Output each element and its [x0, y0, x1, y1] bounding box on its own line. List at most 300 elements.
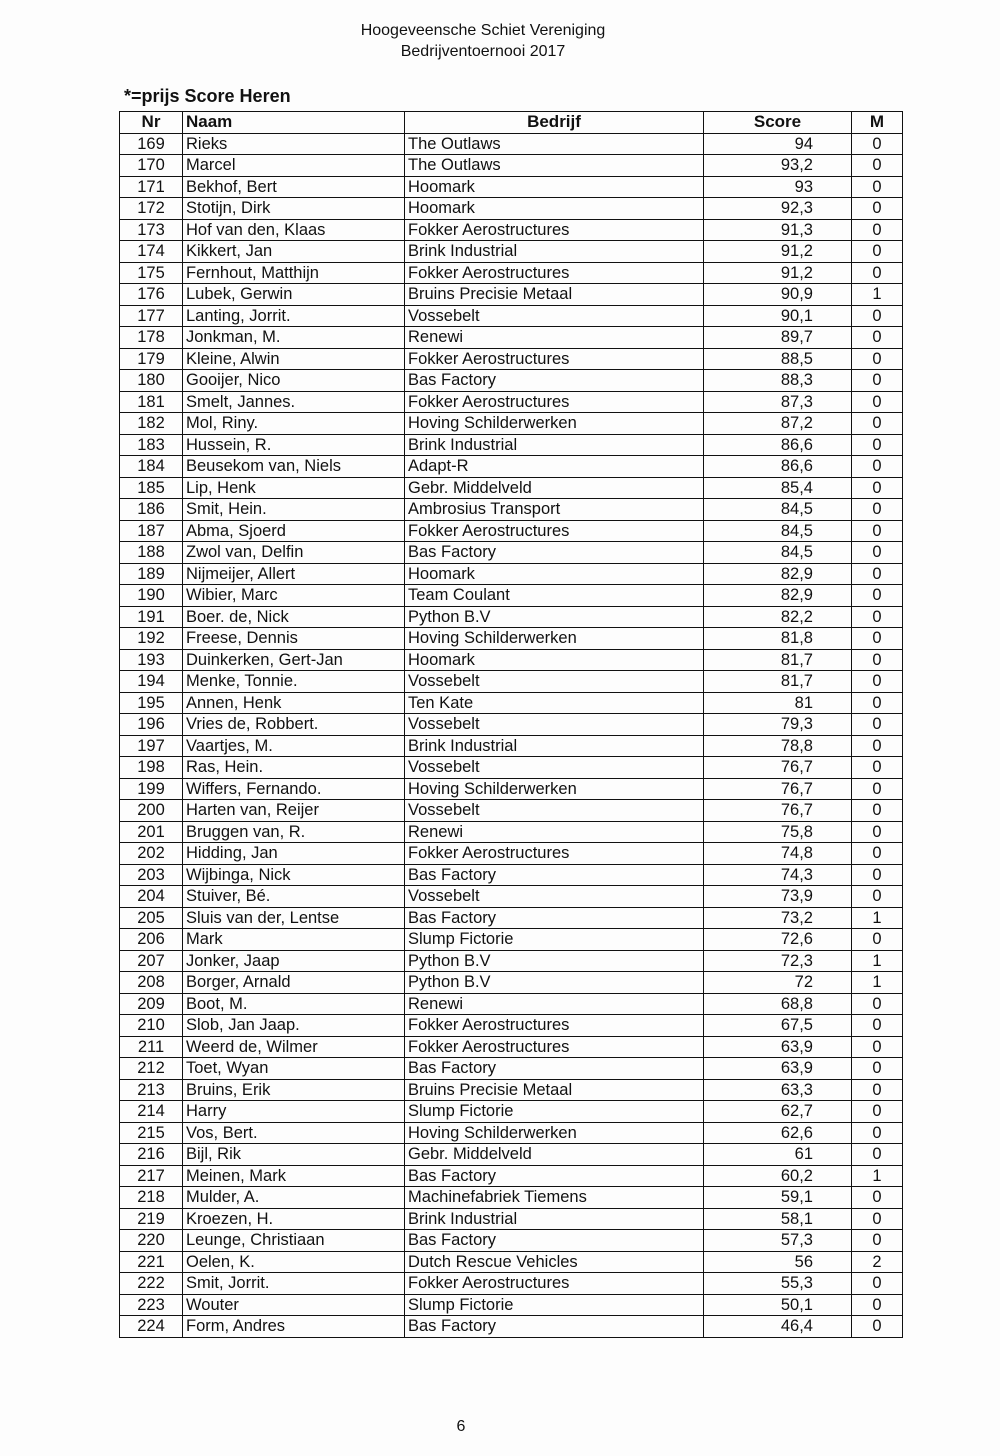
table-row [120, 219, 903, 241]
cell-m: 0 [852, 1058, 903, 1080]
cell-bedrijf: Renewi [405, 821, 704, 843]
cell-nr: 170 [120, 155, 183, 177]
table-row [120, 993, 903, 1015]
cell-naam: Nijmeijer, Allert [183, 563, 405, 585]
cell-m: 1 [852, 907, 903, 929]
table-header-row [120, 112, 903, 134]
cell-naam: Bijl, Rik [183, 1144, 405, 1166]
cell-bedrijf: Fokker Aerostructures [405, 843, 704, 865]
cell-bedrijf: Vossebelt [405, 305, 704, 327]
cell-naam: Marcel [183, 155, 405, 177]
cell-nr: 188 [120, 542, 183, 564]
cell-nr: 195 [120, 692, 183, 714]
cell-m: 0 [852, 1122, 903, 1144]
cell-nr: 193 [120, 649, 183, 671]
cell-m: 0 [852, 327, 903, 349]
cell-m: 0 [852, 692, 903, 714]
cell-score: 86,6 [704, 456, 852, 478]
cell-score: 82,9 [704, 585, 852, 607]
cell-score: 60,2 [704, 1165, 852, 1187]
cell-naam: Vos, Bert. [183, 1122, 405, 1144]
table-row [120, 714, 903, 736]
cell-m: 0 [852, 993, 903, 1015]
cell-score: 56 [704, 1251, 852, 1273]
table-row [120, 1101, 903, 1123]
cell-m: 0 [852, 477, 903, 499]
cell-bedrijf: Bas Factory [405, 1165, 704, 1187]
cell-bedrijf: Vossebelt [405, 714, 704, 736]
cell-bedrijf: Renewi [405, 327, 704, 349]
cell-nr: 176 [120, 284, 183, 306]
cell-naam: Form, Andres [183, 1316, 405, 1338]
cell-score: 81,7 [704, 671, 852, 693]
cell-score: 63,9 [704, 1036, 852, 1058]
cell-m: 1 [852, 950, 903, 972]
cell-naam: Borger, Arnald [183, 972, 405, 994]
cell-nr: 169 [120, 133, 183, 155]
table-row [120, 1015, 903, 1037]
cell-score: 91,2 [704, 262, 852, 284]
cell-nr: 201 [120, 821, 183, 843]
table-row [120, 1144, 903, 1166]
cell-score: 81 [704, 692, 852, 714]
cell-naam: Kikkert, Jan [183, 241, 405, 263]
cell-score: 84,5 [704, 520, 852, 542]
cell-bedrijf: Gebr. Middelveld [405, 477, 704, 499]
table-row [120, 434, 903, 456]
cell-bedrijf: Hoomark [405, 563, 704, 585]
page-number: 6 [456, 1418, 466, 1435]
cell-nr: 171 [120, 176, 183, 198]
cell-nr: 222 [120, 1273, 183, 1295]
table-row [120, 671, 903, 693]
document-title: Hoogeveensche Schiet Vereniging [360, 22, 606, 39]
cell-nr: 182 [120, 413, 183, 435]
table-row [120, 305, 903, 327]
table-row [120, 241, 903, 263]
cell-nr: 190 [120, 585, 183, 607]
cell-naam: Freese, Dennis [183, 628, 405, 650]
cell-m: 0 [852, 671, 903, 693]
table-row [120, 284, 903, 306]
table-row [120, 972, 903, 994]
cell-m: 0 [852, 542, 903, 564]
cell-bedrijf: Fokker Aerostructures [405, 1036, 704, 1058]
table-row [120, 176, 903, 198]
table-row [120, 391, 903, 413]
cell-nr: 175 [120, 262, 183, 284]
cell-bedrijf: Brink Industrial [405, 1208, 704, 1230]
cell-naam: Bekhof, Bert [183, 176, 405, 198]
cell-score: 82,2 [704, 606, 852, 628]
cell-nr: 213 [120, 1079, 183, 1101]
document-header [0, 20, 966, 62]
cell-score: 63,3 [704, 1079, 852, 1101]
cell-bedrijf: Vossebelt [405, 886, 704, 908]
column-header-m: M [852, 112, 903, 134]
cell-nr: 223 [120, 1294, 183, 1316]
cell-naam: Boer. de, Nick [183, 606, 405, 628]
cell-bedrijf: Bas Factory [405, 370, 704, 392]
cell-bedrijf: The Outlaws [405, 133, 704, 155]
cell-bedrijf: Team Coulant [405, 585, 704, 607]
cell-naam: Kroezen, H. [183, 1208, 405, 1230]
table-row [120, 628, 903, 650]
cell-naam: Lip, Henk [183, 477, 405, 499]
cell-bedrijf: Bruins Precisie Metaal [405, 284, 704, 306]
column-header-nr: Nr [120, 112, 183, 134]
table-row [120, 520, 903, 542]
table-row [120, 1230, 903, 1252]
cell-m: 0 [852, 821, 903, 843]
column-header-score: Score [704, 112, 852, 134]
table-row [120, 649, 903, 671]
cell-nr: 184 [120, 456, 183, 478]
cell-bedrijf: Vossebelt [405, 757, 704, 779]
cell-m: 0 [852, 305, 903, 327]
table-body [120, 133, 903, 1337]
cell-bedrijf: Python B.V [405, 972, 704, 994]
cell-nr: 202 [120, 843, 183, 865]
cell-score: 50,1 [704, 1294, 852, 1316]
cell-bedrijf: Renewi [405, 993, 704, 1015]
cell-naam: Zwol van, Delfin [183, 542, 405, 564]
cell-nr: 208 [120, 972, 183, 994]
cell-bedrijf: Fokker Aerostructures [405, 1015, 704, 1037]
cell-score: 73,2 [704, 907, 852, 929]
cell-score: 62,6 [704, 1122, 852, 1144]
cell-score: 92,3 [704, 198, 852, 220]
table-row [120, 1058, 903, 1080]
cell-bedrijf: Bas Factory [405, 1316, 704, 1338]
cell-m: 0 [852, 1230, 903, 1252]
cell-m: 0 [852, 563, 903, 585]
cell-nr: 178 [120, 327, 183, 349]
cell-score: 89,7 [704, 327, 852, 349]
cell-m: 0 [852, 1015, 903, 1037]
cell-bedrijf: Ten Kate [405, 692, 704, 714]
cell-m: 0 [852, 1144, 903, 1166]
cell-naam: Abma, Sjoerd [183, 520, 405, 542]
table-row [120, 542, 903, 564]
cell-bedrijf: Adapt-R [405, 456, 704, 478]
cell-bedrijf: Fokker Aerostructures [405, 348, 704, 370]
cell-naam: Menke, Tonnie. [183, 671, 405, 693]
cell-nr: 187 [120, 520, 183, 542]
cell-bedrijf: Python B.V [405, 606, 704, 628]
cell-score: 61 [704, 1144, 852, 1166]
cell-m: 0 [852, 585, 903, 607]
cell-nr: 211 [120, 1036, 183, 1058]
cell-naam: Wiffers, Fernando. [183, 778, 405, 800]
table-row [120, 262, 903, 284]
table-row [120, 585, 903, 607]
cell-score: 91,2 [704, 241, 852, 263]
cell-naam: Bruins, Erik [183, 1079, 405, 1101]
cell-bedrijf: Machinefabriek Tiemens [405, 1187, 704, 1209]
cell-naam: Wijbinga, Nick [183, 864, 405, 886]
cell-nr: 186 [120, 499, 183, 521]
cell-naam: Vries de, Robbert. [183, 714, 405, 736]
cell-score: 62,7 [704, 1101, 852, 1123]
table-row [120, 1036, 903, 1058]
cell-nr: 177 [120, 305, 183, 327]
cell-m: 0 [852, 434, 903, 456]
cell-nr: 189 [120, 563, 183, 585]
cell-nr: 197 [120, 735, 183, 757]
cell-score: 74,3 [704, 864, 852, 886]
cell-bedrijf: Fokker Aerostructures [405, 1273, 704, 1295]
cell-bedrijf: Bruins Precisie Metaal [405, 1079, 704, 1101]
table-row [120, 133, 903, 155]
cell-nr: 216 [120, 1144, 183, 1166]
cell-score: 81,7 [704, 649, 852, 671]
cell-score: 72 [704, 972, 852, 994]
cell-bedrijf: Bas Factory [405, 1230, 704, 1252]
cell-score: 87,2 [704, 413, 852, 435]
cell-bedrijf: Brink Industrial [405, 735, 704, 757]
cell-bedrijf: Bas Factory [405, 542, 704, 564]
cell-m: 0 [852, 1101, 903, 1123]
cell-nr: 191 [120, 606, 183, 628]
cell-bedrijf: Ambrosius Transport [405, 499, 704, 521]
cell-score: 90,1 [704, 305, 852, 327]
cell-m: 0 [852, 155, 903, 177]
cell-bedrijf: Hoving Schilderwerken [405, 1122, 704, 1144]
cell-score: 90,9 [704, 284, 852, 306]
cell-nr: 219 [120, 1208, 183, 1230]
cell-nr: 183 [120, 434, 183, 456]
cell-nr: 192 [120, 628, 183, 650]
cell-nr: 174 [120, 241, 183, 263]
cell-score: 76,7 [704, 800, 852, 822]
cell-score: 93,2 [704, 155, 852, 177]
cell-naam: Sluis van der, Lentse [183, 907, 405, 929]
cell-bedrijf: Dutch Rescue Vehicles [405, 1251, 704, 1273]
table-row [120, 735, 903, 757]
cell-naam: Vaartjes, M. [183, 735, 405, 757]
cell-bedrijf: Hoomark [405, 649, 704, 671]
cell-naam: Mark [183, 929, 405, 951]
cell-score: 76,7 [704, 757, 852, 779]
cell-naam: Jonker, Jaap [183, 950, 405, 972]
cell-naam: Duinkerken, Gert-Jan [183, 649, 405, 671]
cell-m: 0 [852, 735, 903, 757]
cell-m: 0 [852, 262, 903, 284]
cell-bedrijf: Bas Factory [405, 864, 704, 886]
cell-naam: Hussein, R. [183, 434, 405, 456]
cell-naam: Wouter [183, 1294, 405, 1316]
cell-score: 46,4 [704, 1316, 852, 1338]
cell-m: 0 [852, 1208, 903, 1230]
cell-score: 72,6 [704, 929, 852, 951]
cell-bedrijf: Fokker Aerostructures [405, 262, 704, 284]
cell-nr: 214 [120, 1101, 183, 1123]
document-subtitle: Bedrijventoernooi 2017 [400, 43, 566, 60]
table-row [120, 692, 903, 714]
column-header-bedrijf: Bedrijf [405, 112, 704, 134]
table-row [120, 1122, 903, 1144]
cell-bedrijf: Brink Industrial [405, 241, 704, 263]
cell-score: 55,3 [704, 1273, 852, 1295]
cell-score: 88,5 [704, 348, 852, 370]
cell-m: 0 [852, 864, 903, 886]
cell-nr: 218 [120, 1187, 183, 1209]
cell-m: 0 [852, 348, 903, 370]
cell-bedrijf: Python B.V [405, 950, 704, 972]
table-row [120, 757, 903, 779]
cell-m: 0 [852, 241, 903, 263]
table-row [120, 886, 903, 908]
cell-naam: Jonkman, M. [183, 327, 405, 349]
cell-nr: 198 [120, 757, 183, 779]
cell-m: 0 [852, 198, 903, 220]
cell-m: 0 [852, 520, 903, 542]
cell-nr: 207 [120, 950, 183, 972]
cell-naam: Leunge, Christiaan [183, 1230, 405, 1252]
table-row [120, 1208, 903, 1230]
table-row [120, 864, 903, 886]
cell-nr: 224 [120, 1316, 183, 1338]
cell-score: 87,3 [704, 391, 852, 413]
cell-naam: Bruggen van, R. [183, 821, 405, 843]
cell-naam: Smit, Jorrit. [183, 1273, 405, 1295]
cell-naam: Kleine, Alwin [183, 348, 405, 370]
table-row [120, 198, 903, 220]
table-row [120, 1187, 903, 1209]
cell-m: 0 [852, 370, 903, 392]
cell-naam: Rieks [183, 133, 405, 155]
cell-m: 0 [852, 1187, 903, 1209]
cell-m: 0 [852, 1079, 903, 1101]
cell-bedrijf: Hoving Schilderwerken [405, 778, 704, 800]
table-row [120, 1079, 903, 1101]
cell-m: 0 [852, 413, 903, 435]
cell-naam: Hof van den, Klaas [183, 219, 405, 241]
cell-bedrijf: Fokker Aerostructures [405, 391, 704, 413]
cell-bedrijf: Brink Industrial [405, 434, 704, 456]
cell-m: 0 [852, 843, 903, 865]
cell-nr: 173 [120, 219, 183, 241]
cell-m: 0 [852, 1316, 903, 1338]
cell-nr: 200 [120, 800, 183, 822]
cell-bedrijf: Fokker Aerostructures [405, 520, 704, 542]
cell-naam: Hidding, Jan [183, 843, 405, 865]
cell-m: 0 [852, 606, 903, 628]
cell-naam: Weerd de, Wilmer [183, 1036, 405, 1058]
cell-m: 0 [852, 714, 903, 736]
cell-score: 81,8 [704, 628, 852, 650]
cell-score: 76,7 [704, 778, 852, 800]
table-row [120, 370, 903, 392]
cell-naam: Mol, Riny. [183, 413, 405, 435]
table-row [120, 1273, 903, 1295]
section-label: *=prijs Score Heren [124, 86, 291, 106]
cell-score: 93 [704, 176, 852, 198]
cell-bedrijf: Slump Fictorie [405, 1294, 704, 1316]
cell-nr: 181 [120, 391, 183, 413]
cell-naam: Beusekom van, Niels [183, 456, 405, 478]
cell-m: 0 [852, 499, 903, 521]
cell-m: 0 [852, 456, 903, 478]
cell-score: 79,3 [704, 714, 852, 736]
cell-nr: 194 [120, 671, 183, 693]
cell-nr: 215 [120, 1122, 183, 1144]
cell-naam: Lanting, Jorrit. [183, 305, 405, 327]
cell-bedrijf: Vossebelt [405, 800, 704, 822]
table-row [120, 843, 903, 865]
cell-score: 74,8 [704, 843, 852, 865]
cell-score: 58,1 [704, 1208, 852, 1230]
cell-nr: 185 [120, 477, 183, 499]
table-row [120, 1316, 903, 1338]
cell-score: 86,6 [704, 434, 852, 456]
cell-score: 75,8 [704, 821, 852, 843]
cell-bedrijf: Fokker Aerostructures [405, 219, 704, 241]
cell-m: 1 [852, 284, 903, 306]
cell-score: 88,3 [704, 370, 852, 392]
table-row [120, 327, 903, 349]
cell-naam: Stotijn, Dirk [183, 198, 405, 220]
cell-score: 68,8 [704, 993, 852, 1015]
cell-bedrijf: Hoomark [405, 198, 704, 220]
cell-naam: Fernhout, Matthijn [183, 262, 405, 284]
column-header-naam: Naam [183, 112, 405, 134]
cell-bedrijf: Gebr. Middelveld [405, 1144, 704, 1166]
cell-score: 84,5 [704, 542, 852, 564]
cell-nr: 210 [120, 1015, 183, 1037]
cell-score: 94 [704, 133, 852, 155]
cell-m: 2 [852, 1251, 903, 1273]
cell-naam: Toet, Wyan [183, 1058, 405, 1080]
cell-nr: 204 [120, 886, 183, 908]
cell-nr: 180 [120, 370, 183, 392]
cell-bedrijf: The Outlaws [405, 155, 704, 177]
cell-nr: 172 [120, 198, 183, 220]
table-row [120, 1165, 903, 1187]
score-table [119, 111, 903, 1338]
cell-nr: 217 [120, 1165, 183, 1187]
cell-m: 0 [852, 649, 903, 671]
cell-m: 0 [852, 1294, 903, 1316]
table-row [120, 950, 903, 972]
cell-m: 0 [852, 1273, 903, 1295]
cell-m: 0 [852, 778, 903, 800]
cell-naam: Smit, Hein. [183, 499, 405, 521]
cell-score: 57,3 [704, 1230, 852, 1252]
cell-nr: 179 [120, 348, 183, 370]
cell-nr: 199 [120, 778, 183, 800]
cell-nr: 203 [120, 864, 183, 886]
table-row [120, 1294, 903, 1316]
cell-m: 0 [852, 800, 903, 822]
cell-m: 0 [852, 176, 903, 198]
table-row [120, 155, 903, 177]
cell-m: 1 [852, 1165, 903, 1187]
cell-bedrijf: Bas Factory [405, 1058, 704, 1080]
cell-score: 72,3 [704, 950, 852, 972]
cell-naam: Wibier, Marc [183, 585, 405, 607]
cell-naam: Boot, M. [183, 993, 405, 1015]
cell-nr: 220 [120, 1230, 183, 1252]
table-row [120, 456, 903, 478]
cell-naam: Meinen, Mark [183, 1165, 405, 1187]
cell-nr: 221 [120, 1251, 183, 1273]
cell-naam: Harry [183, 1101, 405, 1123]
cell-m: 0 [852, 391, 903, 413]
cell-score: 82,9 [704, 563, 852, 585]
table-row [120, 907, 903, 929]
